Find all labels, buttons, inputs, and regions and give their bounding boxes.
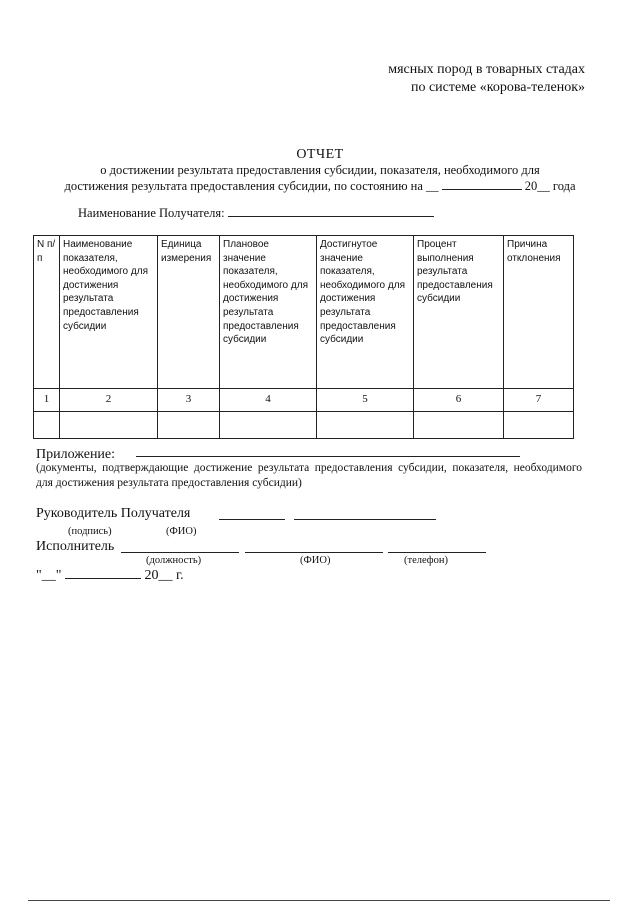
head-signature-field[interactable] [219,519,285,520]
column-number-cell: 3 [158,389,220,412]
head-label: Руководитель Получателя [36,506,191,521]
subtitle-line-2-text: достижения результата предоставления субсидии, по состоянию на [64,179,423,193]
report-table [33,235,574,439]
date-month-blank[interactable] [442,178,522,190]
column-number-cell: 4 [220,389,317,412]
recipient-name-field[interactable] [228,205,434,217]
page-bottom-rule [28,900,610,901]
table-row [34,412,574,439]
header-line-2: по системе «корова-теленок» [410,80,585,95]
phone-caption: (телефон) [404,555,448,566]
header-cell-unit: Единица измерения [158,236,220,389]
head-fio-caption: (ФИО) [166,526,197,537]
column-number-cell: 5 [317,389,414,412]
header-cell-number: N п/п [34,236,60,389]
subtitle-line-1: о достижении результата предоставления субсидии, показателя, необходимого для [100,163,540,177]
table-input-cell[interactable] [158,412,220,439]
table-column-number-row [34,389,574,412]
head-fio-field[interactable] [294,519,436,520]
table-input-cell[interactable] [60,412,158,439]
column-number-cell: 2 [60,389,158,412]
header-cell-deviation-reason: Причина отклонения [504,236,574,389]
date-day-field[interactable]: __ [41,568,56,583]
executor-position-field[interactable] [121,552,239,553]
column-number-cell: 7 [504,389,574,412]
recipient-row [78,205,434,221]
date-month-field[interactable] [65,567,141,579]
table-header-row [34,236,574,389]
head-sign-caption: (подпись) [68,526,112,537]
date-year-blank[interactable]: 20__ [524,179,550,193]
executor-phone-field[interactable] [388,552,486,553]
table-input-cell[interactable] [414,412,504,439]
table-input-cell[interactable] [317,412,414,439]
header-cell-completion-percent: Процент выполнения результата предоставления субсидии [414,236,504,389]
report-title: ОТЧЕТ [296,147,344,162]
column-number-cell: 6 [414,389,504,412]
header-cell-indicator-name: Наименование показателя, необходимого для достижения результата предоставления субсидии [60,236,158,389]
fio-caption: (ФИО) [300,555,331,566]
subtitle-line-2 [0,178,640,194]
position-caption: (должность) [146,555,202,566]
date-row [36,567,184,584]
attachment-label: Приложение: [36,447,116,462]
attachment-note: (документы, подтверждающие достижение результата предоставления субсидии, показателя, необходимого для достижения результата предоставления субсидии) [36,462,582,489]
date-quote-close: " [55,568,62,583]
table-input-cell[interactable] [220,412,317,439]
table-input-cell[interactable] [504,412,574,439]
header-cell-planned-value: Плановое значение показателя, необходимого для достижения результата предоставления субсидии [220,236,317,389]
header-line-1: мясных пород в товарных стадах [388,62,585,77]
header-cell-achieved-value: Достигнутое значение показателя, необходимого для достижения результата предоставления субсидии [317,236,414,389]
date-quote-open: " [36,568,42,583]
recipient-label: Наименование Получателя: [78,206,225,220]
date-year-field[interactable]: 20__ г. [144,568,184,583]
subtitle-year-word: года [552,179,576,193]
attachment-field[interactable] [136,456,520,457]
executor-label: Исполнитель [36,539,115,554]
executor-fio-field[interactable] [245,552,383,553]
date-day-blank[interactable]: __ [426,179,439,193]
table-input-cell[interactable] [34,412,60,439]
column-number-cell: 1 [34,389,60,412]
